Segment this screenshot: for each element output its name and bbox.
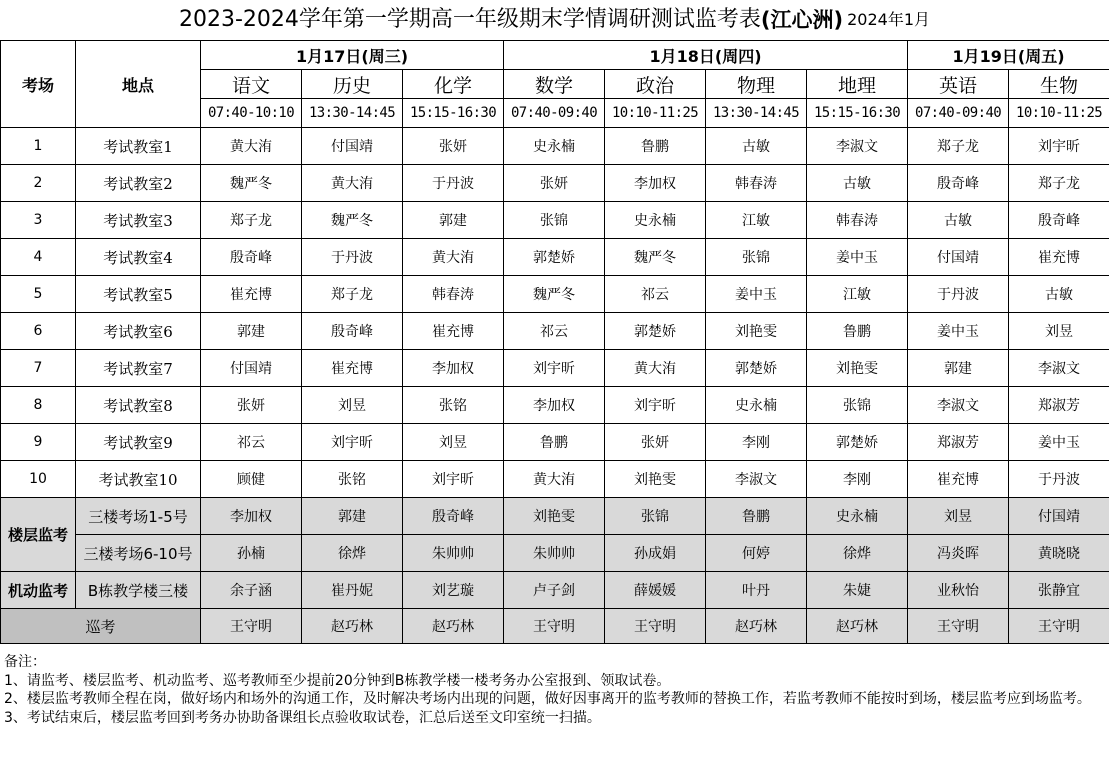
proctor-cell: 王守明 [605,609,706,644]
proctor-cell: 郭楚娇 [706,350,807,387]
proctor-cell: 刘宇昕 [605,387,706,424]
time-header: 15:15-16:30 [807,99,908,128]
proctor-cell: 魏严冬 [302,202,403,239]
proctor-cell: 黄大洧 [302,165,403,202]
proctor-cell: 刘宇昕 [403,461,504,498]
proctor-cell: 张铭 [302,461,403,498]
proctor-cell: 李加权 [504,387,605,424]
floor-place: 三楼考场6-10号 [76,535,201,572]
proctor-cell: 于丹波 [908,276,1009,313]
proctor-cell: 王守明 [1009,609,1109,644]
proctor-cell: 张锦 [504,202,605,239]
proctor-cell: 殷奇峰 [302,313,403,350]
subject-header: 生物 [1009,70,1109,99]
proctor-cell: 魏严冬 [201,165,302,202]
proctor-cell: 崔充博 [201,276,302,313]
proctor-cell: 刘昱 [403,424,504,461]
proctor-cell: 付国靖 [302,128,403,165]
proctor-cell: 江敏 [706,202,807,239]
proctor-cell: 黄大洧 [504,461,605,498]
proctor-cell: 刘宇昕 [504,350,605,387]
proctor-cell: 付国靖 [908,239,1009,276]
proctor-cell: 孙楠 [201,535,302,572]
mobile-row [1,572,1109,609]
note-item-1: 1、请监考、楼层监考、机动监考、巡考教师至少提前20分钟到B栋教学楼一楼考务办公室报到、领取试卷。 [4,672,671,689]
proctor-cell: 鲁鹏 [504,424,605,461]
room-number: 1 [1,128,76,165]
proctor-cell: 孙成娟 [605,535,706,572]
proctor-cell: 李淑文 [807,128,908,165]
proctor-cell: 李加权 [403,350,504,387]
proctor-cell: 徐烨 [302,535,403,572]
room-place: 考试教室1 [76,128,201,165]
room-number: 4 [1,239,76,276]
proctor-cell: 郑子龙 [201,202,302,239]
table-row [1,350,1109,387]
time-header: 07:40-09:40 [908,99,1009,128]
proctor-cell: 崔充博 [908,461,1009,498]
subject-header: 英语 [908,70,1009,99]
proctor-cell: 郭建 [201,313,302,350]
floor-row [1,535,1109,572]
proctor-cell: 古敏 [908,202,1009,239]
time-header: 15:15-16:30 [403,99,504,128]
mobile-label: 机动监考 [1,572,76,609]
proctor-cell: 张锦 [706,239,807,276]
title-date: 2024年1月 [847,10,931,29]
proctor-cell: 魏严冬 [504,276,605,313]
proctor-cell: 于丹波 [302,239,403,276]
header-room: 考场 [1,41,76,128]
notes-heading: 备注： [4,654,46,670]
proctor-cell: 殷奇峰 [403,498,504,535]
subject-header: 语文 [201,70,302,99]
room-place: 考试教室10 [76,461,201,498]
table-row [1,424,1109,461]
proctor-cell: 郭建 [908,350,1009,387]
proctor-cell: 殷奇峰 [908,165,1009,202]
time-header: 13:30-14:45 [706,99,807,128]
proctor-cell: 史永楠 [504,128,605,165]
proctor-cell: 史永楠 [706,387,807,424]
proctor-cell: 薛媛媛 [605,572,706,609]
floor-place: 三楼考场1-5号 [76,498,201,535]
proctor-cell: 李加权 [201,498,302,535]
proctor-cell: 刘昱 [1009,313,1109,350]
proctor-cell: 张妍 [201,387,302,424]
proctor-cell: 付国靖 [1009,498,1109,535]
proctor-cell: 鲁鹏 [605,128,706,165]
proctor-cell: 祁云 [201,424,302,461]
proctor-cell: 黄晓晓 [1009,535,1109,572]
proctor-cell: 姜中玉 [908,313,1009,350]
proctor-cell: 姜中玉 [807,239,908,276]
table-row [1,276,1109,313]
room-number: 6 [1,313,76,350]
mobile-place: B栋教学楼三楼 [76,572,201,609]
room-number: 3 [1,202,76,239]
room-number: 2 [1,165,76,202]
proctor-cell: 赵巧林 [706,609,807,644]
notes [4,653,1104,727]
proctor-cell: 张锦 [605,498,706,535]
proctor-cell: 刘艳雯 [807,350,908,387]
proctor-cell: 张铭 [403,387,504,424]
proctor-cell: 鲁鹏 [706,498,807,535]
subject-header: 数学 [504,70,605,99]
proctor-cell: 江敏 [807,276,908,313]
proctor-cell: 何婷 [706,535,807,572]
proctor-cell: 刘昱 [908,498,1009,535]
room-place: 考试教室4 [76,239,201,276]
proctor-cell: 郭楚娇 [807,424,908,461]
time-header: 07:40-10:10 [201,99,302,128]
proctor-cell: 于丹波 [403,165,504,202]
proctor-cell: 韩春涛 [403,276,504,313]
room-number: 10 [1,461,76,498]
subject-header: 历史 [302,70,403,99]
proctor-cell: 韩春涛 [706,165,807,202]
patrol-label: 巡考 [1,609,201,644]
proctor-cell: 崔充博 [403,313,504,350]
room-number: 9 [1,424,76,461]
proctor-cell: 王守明 [908,609,1009,644]
proctor-cell: 叶丹 [706,572,807,609]
proctor-cell: 殷奇峰 [1009,202,1109,239]
room-place: 考试教室2 [76,165,201,202]
proctor-cell: 付国靖 [201,350,302,387]
proctor-cell: 李淑文 [1009,350,1109,387]
proctor-cell: 刘宇昕 [302,424,403,461]
proctor-cell: 郭建 [302,498,403,535]
table-row [1,165,1109,202]
proctor-cell: 朱婕 [807,572,908,609]
proctor-cell: 郑淑芳 [908,424,1009,461]
proctor-cell: 于丹波 [1009,461,1109,498]
patrol-row [1,609,1109,644]
page-title [0,0,1109,40]
time-header: 07:40-09:40 [504,99,605,128]
room-place: 考试教室3 [76,202,201,239]
floor-row [1,498,1109,535]
time-header: 13:30-14:45 [302,99,403,128]
proctor-cell: 魏严冬 [605,239,706,276]
room-number: 7 [1,350,76,387]
proctor-cell: 刘艳雯 [706,313,807,350]
room-number: 5 [1,276,76,313]
proctor-cell: 崔充博 [1009,239,1109,276]
proctor-cell: 李加权 [605,165,706,202]
proctor-cell: 史永楠 [807,498,908,535]
proctor-cell: 赵巧林 [807,609,908,644]
time-header: 10:10-11:25 [605,99,706,128]
proctor-cell: 崔丹妮 [302,572,403,609]
proctor-cell: 业秋怡 [908,572,1009,609]
header-day-1: 1月17日(周三) [201,41,504,70]
proctor-cell: 韩春涛 [807,202,908,239]
proctor-cell: 郭楚娇 [504,239,605,276]
proctor-cell: 古敏 [706,128,807,165]
proctor-cell: 史永楠 [605,202,706,239]
proctor-cell: 郑子龙 [908,128,1009,165]
room-place: 考试教室5 [76,276,201,313]
subject-header: 政治 [605,70,706,99]
proctor-cell: 朱帅帅 [504,535,605,572]
proctor-cell: 李淑文 [706,461,807,498]
proctor-cell: 鲁鹏 [807,313,908,350]
proctor-cell: 张妍 [403,128,504,165]
proctor-cell: 刘艳雯 [504,498,605,535]
table-row [1,387,1109,424]
subject-header: 化学 [403,70,504,99]
proctor-cell: 张锦 [807,387,908,424]
subject-header: 物理 [706,70,807,99]
proctor-cell: 郑淑芳 [1009,387,1109,424]
proctor-cell: 祁云 [605,276,706,313]
header-place: 地点 [76,41,201,128]
proctor-cell: 赵巧林 [302,609,403,644]
proctor-cell: 黄大洧 [605,350,706,387]
proctor-cell: 郑子龙 [302,276,403,313]
proctor-cell: 黄大洧 [201,128,302,165]
proctor-cell: 王守明 [504,609,605,644]
proctor-cell: 郭楚娇 [605,313,706,350]
proctor-cell: 古敏 [807,165,908,202]
proctor-cell: 张静宜 [1009,572,1109,609]
note-item-2: 2、楼层监考教师全程在岗，做好场内和场外的沟通工作，及时解决考场内出现的问题，做好因事离开的监考教师的替换工作，若监考教师不能按时到场，楼层监考应到场监考。 [4,691,1091,707]
proctor-cell: 张妍 [605,424,706,461]
title-main: 2023-2024学年第一学期高一年级期末学情调研测试监考表 [178,7,761,32]
schedule-table [0,40,1109,644]
room-place: 考试教室9 [76,424,201,461]
header-day-3: 1月19日(周五) [908,41,1109,70]
proctor-cell: 李刚 [807,461,908,498]
proctor-cell: 刘宇昕 [1009,128,1109,165]
proctor-cell: 刘艺璇 [403,572,504,609]
proctor-cell: 殷奇峰 [201,239,302,276]
title-location: (江心洲) [760,8,844,32]
proctor-cell: 赵巧林 [403,609,504,644]
proctor-cell: 崔充博 [302,350,403,387]
subject-header: 地理 [807,70,908,99]
table-row [1,461,1109,498]
room-place: 考试教室8 [76,387,201,424]
proctor-cell: 顾健 [201,461,302,498]
room-place: 考试教室7 [76,350,201,387]
floor-label: 楼层监考 [1,498,76,572]
proctor-cell: 姜中玉 [1009,424,1109,461]
note-item-3: 3、考试结束后，楼层监考回到考务办协助备课组长点验收取试卷，汇总后送至文印室统一扫描。 [4,709,601,726]
proctor-cell: 郭建 [403,202,504,239]
proctor-cell: 张妍 [504,165,605,202]
proctor-cell: 祁云 [504,313,605,350]
proctor-cell: 徐烨 [807,535,908,572]
proctor-cell: 李刚 [706,424,807,461]
proctor-cell: 卢子剑 [504,572,605,609]
proctor-cell: 朱帅帅 [403,535,504,572]
room-place: 考试教室6 [76,313,201,350]
table-row [1,202,1109,239]
proctor-cell: 刘艳雯 [605,461,706,498]
proctor-cell: 姜中玉 [706,276,807,313]
header-day-2: 1月18日(周四) [504,41,908,70]
table-row [1,239,1109,276]
proctor-cell: 古敏 [1009,276,1109,313]
proctor-cell: 郑子龙 [1009,165,1109,202]
proctor-cell: 余子涵 [201,572,302,609]
proctor-cell: 黄大洧 [403,239,504,276]
table-row [1,313,1109,350]
proctor-cell: 刘昱 [302,387,403,424]
proctor-cell: 王守明 [201,609,302,644]
proctor-cell: 冯炎晖 [908,535,1009,572]
table-row [1,128,1109,165]
room-number: 8 [1,387,76,424]
time-header: 10:10-11:25 [1009,99,1109,128]
proctor-cell: 李淑文 [908,387,1009,424]
